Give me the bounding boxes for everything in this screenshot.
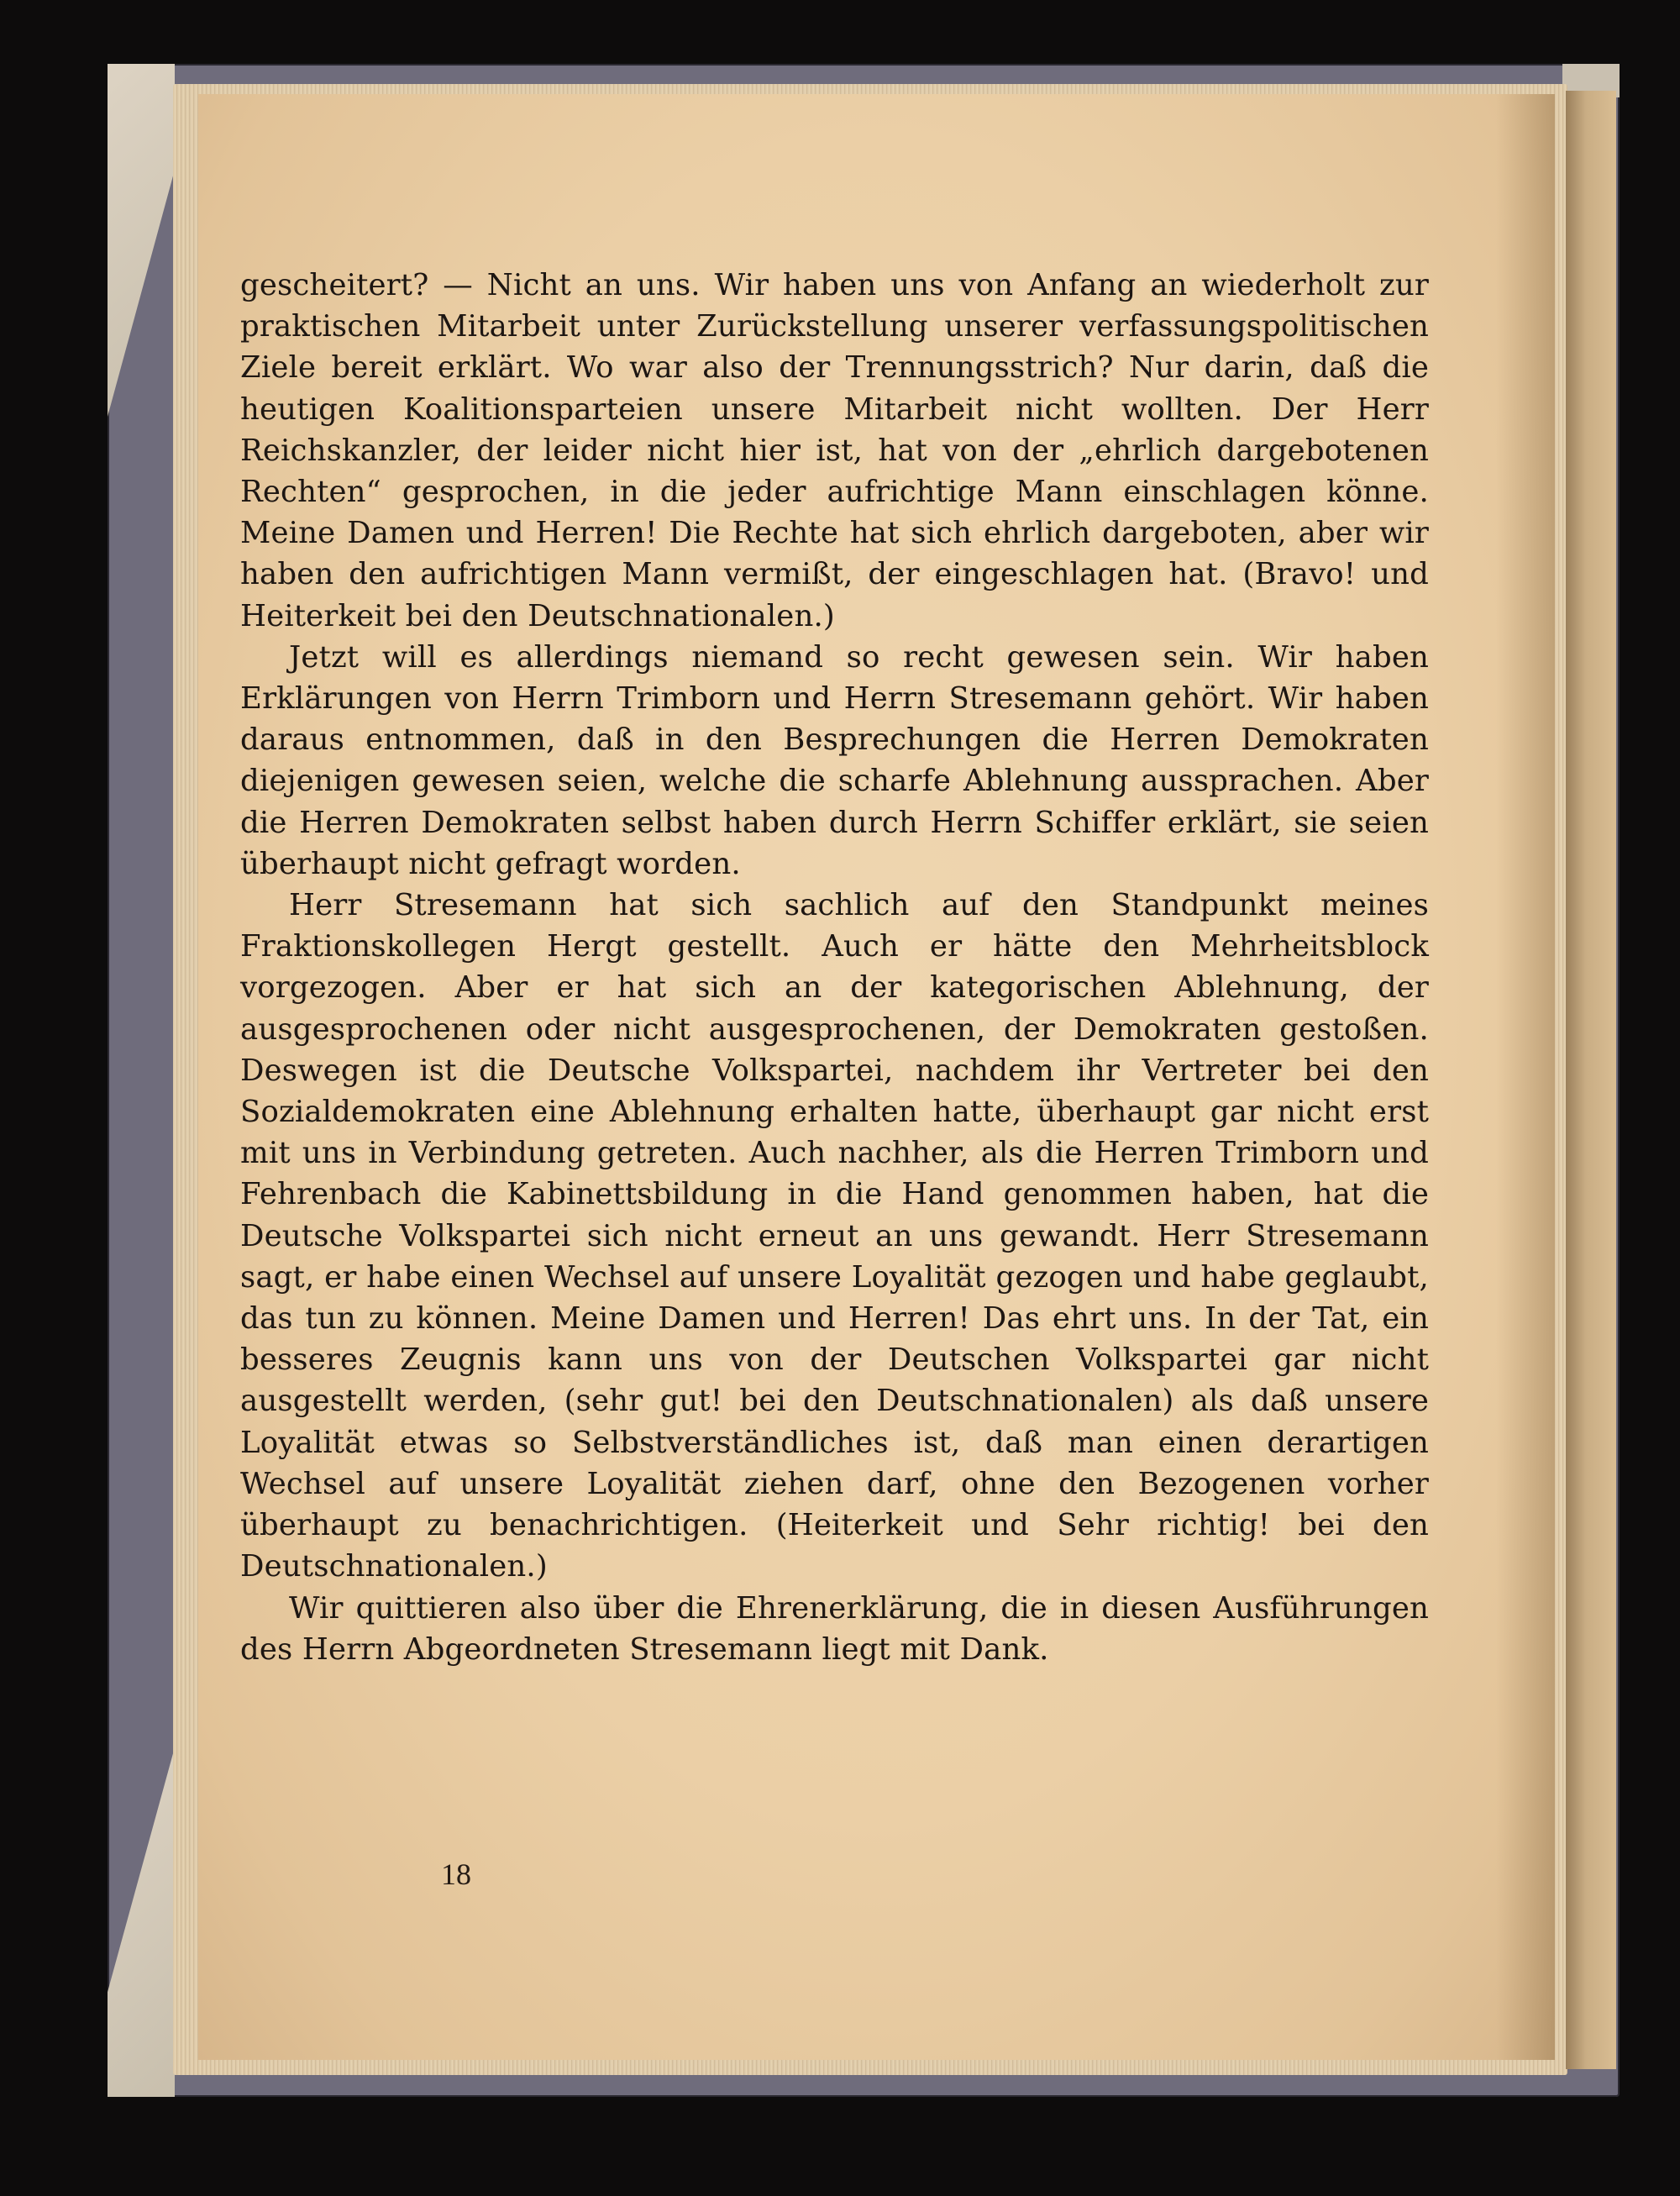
- page-gutter-shadow: [1496, 94, 1555, 2060]
- paragraph-4: Wir quittieren also über die Ehrenerklärung, die in diesen Ausführungen des Herrn Abgeordneten Stresemann liegt mit Dank.: [240, 1590, 1429, 1667]
- page-body-text: [240, 265, 1429, 1670]
- page-number: 18: [441, 1857, 471, 1891]
- paragraph-2: Jetzt will es allerdings niemand so recht gewesen sein. Wir haben Erklärungen von Herrn Trimborn und Herrn Stresemann gehört. Wir haben daraus entnommen, daß in den Besprechungen die Herren Demokraten diejenigen gewesen seien, welche die scharfe Ablehnung aussprachen. Aber die Herren Demokraten selbst haben durch Herrn Schiffer erklärt, sie seien überhaupt nicht gefragt worden.: [240, 639, 1429, 881]
- paragraph-1: gescheitert? — Nicht an uns. Wir haben uns von Anfang an wiederholt zur praktischen Mitarbeit unter Zurückstellung unserer verfassungspolitischen Ziele bereit erklärt. Wo war also der Trennungsstrich? Nur darin, daß die heutigen Koalitionsparteien unsere Mitarbeit nicht wollten. Der Herr Reichskanzler, der leider nicht hier ist, hat von der „ehrlich dargebotenen Rechten“ gesprochen, in die jeder aufrichtige Mann einschlagen könne. Meine Damen und Herren! Die Rechte hat sich ehrlich dargeboten, aber wir haben den aufrichtigen Mann vermißt, der eingeschlagen hat. (Bravo! und Heiterkeit bei den Deutschnationalen.): [240, 268, 1429, 633]
- opposite-page-edge: [1566, 91, 1616, 2069]
- paragraph-3: Herr Stresemann hat sich sachlich auf den Standpunkt meines Fraktionskollegen Hergt gestellt. Auch er hätte den Mehrheitsblock vorgezogen. Aber er hat sich an der kategorischen Ablehnung, der ausgesprochenen oder nicht ausgesprochenen, der Demokraten gestoßen. Deswegen ist die Deutsche Volkspartei, nachdem ihr Vertreter bei den Sozialdemokraten eine Ablehnung erhalten hatte, überhaupt gar nicht erst mit uns in Verbindung getreten. Auch nachher, als die Herren Trimborn und Fehrenbach die Kabinettsbildung in die Hand genommen haben, hat die Deutsche Volkspartei sich nicht erneut an uns gewandt. Herr Stresemann sagt, er habe einen Wechsel auf unsere Loyalität gezogen und habe geglaubt, das tun zu können. Meine Damen und Herren! Das ehrt uns. In der Tat, ein besseres Zeugnis kann uns von der Deutschen Volkspartei gar nicht ausgestellt werden, (sehr gut! bei den Deutschnationalen) als daß unsere Loyalität etwas so Selbstverständliches ist, daß man einen derartigen Wechsel auf unsere Loyalität ziehen darf, ohne den Bezogenen vorher überhaupt zu benachrichtigen. (Heiterkeit und Sehr richtig! bei den Deutschnationalen.): [240, 888, 1429, 1584]
